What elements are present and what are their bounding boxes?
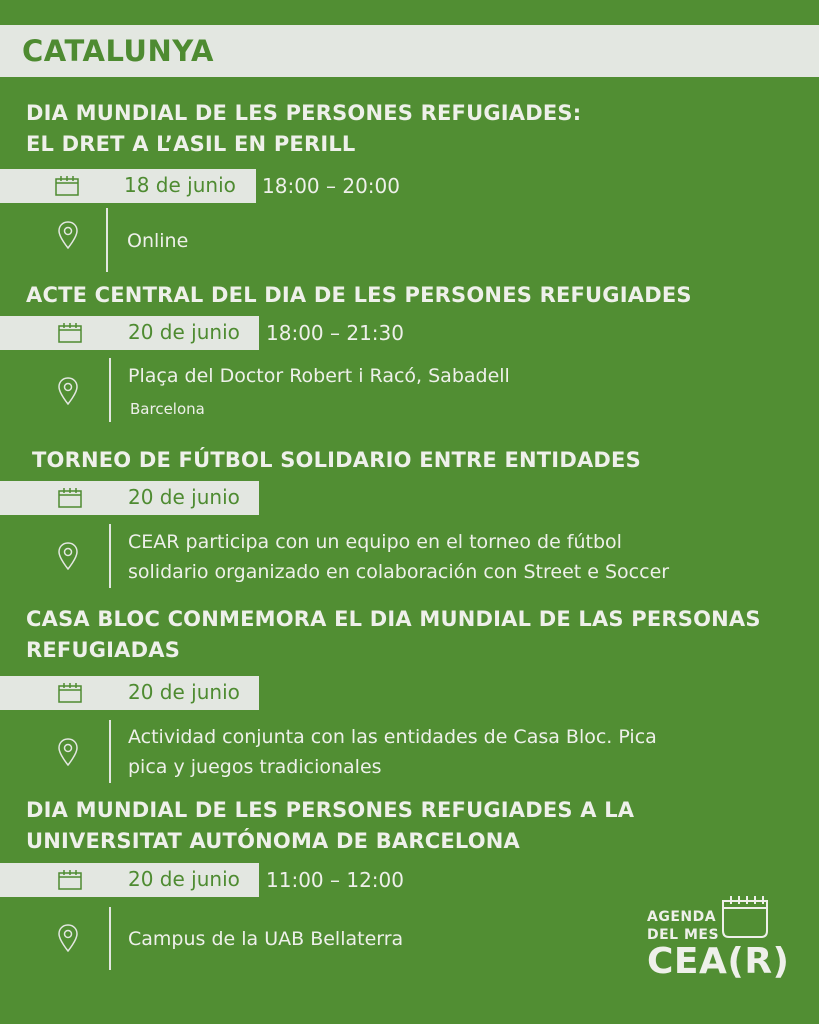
region-header xyxy=(0,25,819,77)
map-pin-icon xyxy=(57,376,79,406)
event-5-date: 20 de junio xyxy=(128,867,240,891)
event-1-date: 18 de junio xyxy=(124,173,236,197)
event-4-title-line1: CASA BLOC CONMEMORA EL DIA MUNDIAL DE LAS PERSONAS xyxy=(26,607,761,631)
event-5-time: 11:00 – 12:00 xyxy=(266,868,404,892)
agenda-logo xyxy=(647,893,790,993)
event-4-title xyxy=(26,604,761,666)
logo-brand: CEA(R) xyxy=(647,941,790,982)
divider-line xyxy=(109,907,111,970)
event-3-date: 20 de junio xyxy=(128,485,240,509)
event-2-location-sub: Barcelona xyxy=(130,400,205,418)
region-title: CATALUNYA xyxy=(22,34,214,68)
map-pin-icon xyxy=(57,541,79,571)
event-2-date-box xyxy=(0,316,259,350)
logo-line2: DEL MES xyxy=(647,927,720,943)
calendar-icon xyxy=(55,176,79,196)
event-1-date-box xyxy=(0,169,256,203)
event-3-location-line1: CEAR participa con un equipo en el torneo de fútbol xyxy=(128,531,622,553)
event-2-time: 18:00 – 21:30 xyxy=(266,321,404,345)
event-4-date: 20 de junio xyxy=(128,680,240,704)
event-1-location: Online xyxy=(127,230,189,252)
logo-line1: AGENDA xyxy=(647,909,717,925)
event-2-location: Plaça del Doctor Robert i Racó, Sabadell xyxy=(128,365,510,387)
calendar-icon xyxy=(58,683,82,703)
event-5-title xyxy=(26,795,634,857)
event-5-title-line1: DIA MUNDIAL DE LES PERSONES REFUGIADES A LA xyxy=(26,798,635,822)
map-pin-icon xyxy=(57,220,79,250)
divider-line xyxy=(109,720,111,783)
divider-line xyxy=(106,208,108,272)
event-4-location xyxy=(128,722,657,782)
event-5-date-box xyxy=(0,863,259,897)
event-3-location-line2: solidario organizado en colaboración con Street e Soccer xyxy=(128,561,670,583)
event-2-date: 20 de junio xyxy=(128,320,240,344)
event-1-title-line2: EL DRET A L’ASIL EN PERILL xyxy=(26,132,356,156)
event-4-location-line2: pica y juegos tradicionales xyxy=(128,756,382,778)
event-3-date-box xyxy=(0,481,259,515)
event-4-location-line1: Actividad conjunta con las entidades de Casa Bloc. Pica xyxy=(128,726,657,748)
calendar-icon xyxy=(58,870,82,890)
event-1-time: 18:00 – 20:00 xyxy=(262,174,400,198)
event-3-title-line1: TORNEO DE FÚTBOL SOLIDARIO ENTRE ENTIDADES xyxy=(32,448,641,472)
calendar-icon xyxy=(58,323,82,343)
event-3-location xyxy=(128,527,669,587)
divider-line xyxy=(109,358,111,422)
divider-line xyxy=(109,524,111,588)
event-1-title xyxy=(26,98,581,160)
event-3-title xyxy=(32,445,641,476)
calendar-icon xyxy=(58,488,82,508)
event-2-title-line1: ACTE CENTRAL DEL DIA DE LES PERSONES REFUGIADES xyxy=(26,283,692,307)
event-4-title-line2: REFUGIADAS xyxy=(26,638,181,662)
event-1-title-line1: DIA MUNDIAL DE LES PERSONES REFUGIADES: xyxy=(26,101,582,125)
event-5-title-line2: UNIVERSITAT AUTÓNOMA DE BARCELONA xyxy=(26,829,521,853)
map-pin-icon xyxy=(57,923,79,953)
calendar-icon xyxy=(719,893,771,939)
event-5-location: Campus de la UAB Bellaterra xyxy=(128,928,404,950)
map-pin-icon xyxy=(57,737,79,767)
event-2-title xyxy=(26,280,692,311)
event-4-date-box xyxy=(0,676,259,710)
